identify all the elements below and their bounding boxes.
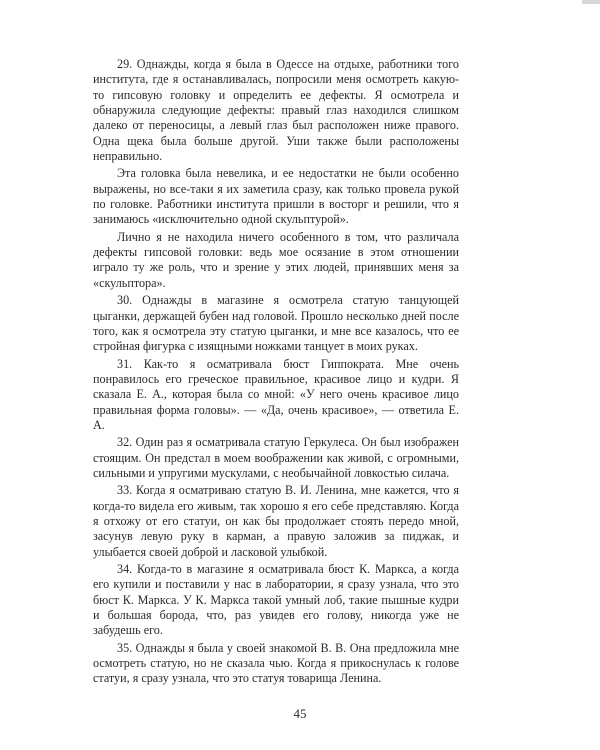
- page-number: 45: [293, 706, 307, 721]
- paragraph-35: 35. Однажды я была у своей знакомой В. В. Она предложила мне осмотреть статую, но не сказала чью. Когда я прикоснулась к голове статуи, я сразу узнала, что это статуя товарища Ленина.: [93, 640, 459, 686]
- paragraph-32: 32. Один раз я осматривала статую Геркулеса. Он был изображен стоящим. Он предстал в моем воображении как живой, с огромными, сильными и упругими мускулами, с необычайной ловкостью силача.: [93, 435, 459, 480]
- paragraph-31: 31. Как-то я осматривала бюст Гиппократа. Мне очень понравилось его греческое правильное, красивое лицо и кудри. Я сказала Е. А., которая была со мной: «У него очень красивое лицо правильная форма головы». — «Да, очень красивое», — ответила Е. А.: [93, 356, 459, 432]
- paragraph-29-continued: Эта головка была невелика, и ее недостатки не были особенно выражены, но все-таки я их заметила сразу, как только провела рукой по головке. Работники института пришли в восторг и решили, что я занимаюсь «исключительно одной скульптурой».: [93, 166, 459, 227]
- paragraph-29-conclusion: Лично я не находила ничего особенного в том, что различала дефекты гипсовой головки: ведь мое осязание в этом отношении играло ту же роль, что и зрение у этих людей, принявших меня за «скульптора».: [93, 229, 459, 290]
- paragraph-30: 30. Однажды в магазине я осмотрела статую танцующей цыганки, держащей бубен над головой. Прошло несколько дней после того, как я осмотрела эту статую цыганки, и мне все казалось, что ее стройная фигурка с изящными ножками танцует в моих руках.: [93, 293, 459, 354]
- paragraph-29: 29. Однажды, когда я была в Одессе на отдыхе, работники того института, где я останавливалась, попросили меня осмотреть какую-то гипсовую головку и определить ее дефекты. Я осмотрела и обнаружила следующие дефекты: правый глаз находился слишком далеко от переносицы, а левый глаз был расположен ниже правого. Одна щека была больше другой. Уши также были расположены неправильно.: [93, 57, 459, 164]
- scan-edge-mark: [582, 0, 600, 4]
- paragraph-34: 34. Когда-то в магазине я осматривала бюст К. Маркса, а когда его купили и поставили у нас в лаборатории, я сразу узнала, что это бюст К. Маркса. У К. Маркса такой умный лоб, такие пышные кудри и большая борода, что, раз увидев его голову, никогда уже не забудешь его.: [93, 562, 459, 638]
- page-body: [93, 57, 459, 689]
- paragraph-33: 33. Когда я осматриваю статую В. И. Ленина, мне кажется, что я когда-то видела его живым, так хорошо я его себе представляю. Когда я отхожу от его статуи, он как бы продолжает стоять передо мной, засунув левую руку в карман, а правую заложив за пиджак, и улыбается своей доброй и ласковой улыбкой.: [93, 483, 459, 559]
